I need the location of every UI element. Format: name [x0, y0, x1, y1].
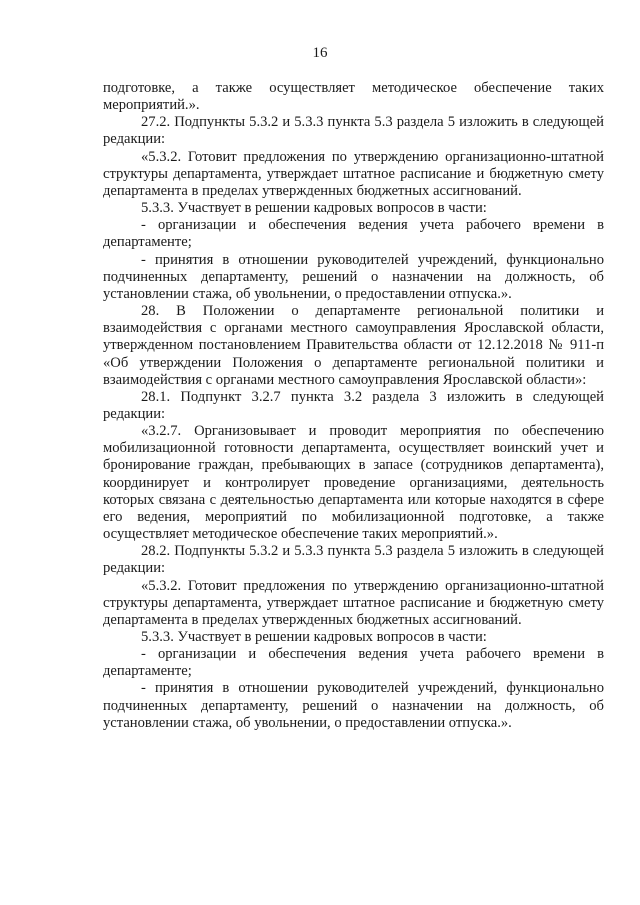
paragraph: «5.3.2. Готовит предложения по утверждению организационно-штатной структуры департамента, утверждает штатное расписание и бюджетную смету департамента в пределах утвержденных бюджетных ассигнований. — [103, 577, 604, 628]
paragraph: 5.3.3. Участвует в решении кадровых вопросов в части: — [141, 200, 487, 217]
document-body — [103, 80, 604, 732]
paragraph: - принятия в отношении руководителей учреждений, функционально подчиненных департаменту, решений о назначении на должность, об установлении стажа, об увольнении, о предоставлении отпуска.». — [103, 251, 604, 302]
paragraph: 28.2. Подпункты 5.3.2 и 5.3.3 пункта 5.3 раздела 5 изложить в следующей редакции: — [103, 543, 604, 577]
paragraph: - организации и обеспечения ведения учета рабочего времени в департаменте; — [103, 646, 604, 680]
paragraph: - организации и обеспечения ведения учета рабочего времени в департаменте; — [103, 217, 604, 251]
paragraph: 28. В Положении о департаменте региональной политики и взаимодействия с органами местного самоуправления Ярославской области, утвержденном постановлением Правительства области от 12.12.2018 № 911-п «Об утверждении Положения о департаменте региональной политики и взаимодействия с органами местного самоуправления Ярославской области»: — [103, 303, 604, 388]
page-number: 16 — [312, 45, 328, 61]
paragraph: 28.1. Подпункт 3.2.7 пункта 3.2 раздела 3 изложить в следующей редакции: — [103, 388, 604, 422]
paragraph: 5.3.3. Участвует в решении кадровых вопросов в части: — [141, 629, 487, 645]
paragraph: подготовке, а также осуществляет методическое обеспечение таких мероприятий.». — [103, 80, 604, 114]
paragraph: «5.3.2. Готовит предложения по утверждению организационно-штатной структуры департамента, утверждает штатное расписание и бюджетную смету департамента в пределах утвержденных бюджетных ассигнований. — [103, 148, 604, 199]
paragraph: - принятия в отношении руководителей учреждений, функционально подчиненных департаменту, решений о назначении на должность, об установлении стажа, об увольнении, о предоставлении отпуска.». — [103, 680, 604, 731]
paragraph: 27.2. Подпункты 5.3.2 и 5.3.3 пункта 5.3 раздела 5 изложить в следующей редакции: — [103, 114, 604, 148]
paragraph: «3.2.7. Организовывает и проводит мероприятия по обеспечению мобилизационной готовности департамента, осуществляет воинский учет и бронирование граждан, пребывающих в запасе (сотрудников департамента), координирует и контролирует проведение организациями, деятельность которых связана с деятельностью департамента или которые находятся в сфере его ведения, мероприятий по мобилизационной подготовке, а также осуществляет методическое обеспечение таких мероприятий.». — [103, 423, 604, 543]
